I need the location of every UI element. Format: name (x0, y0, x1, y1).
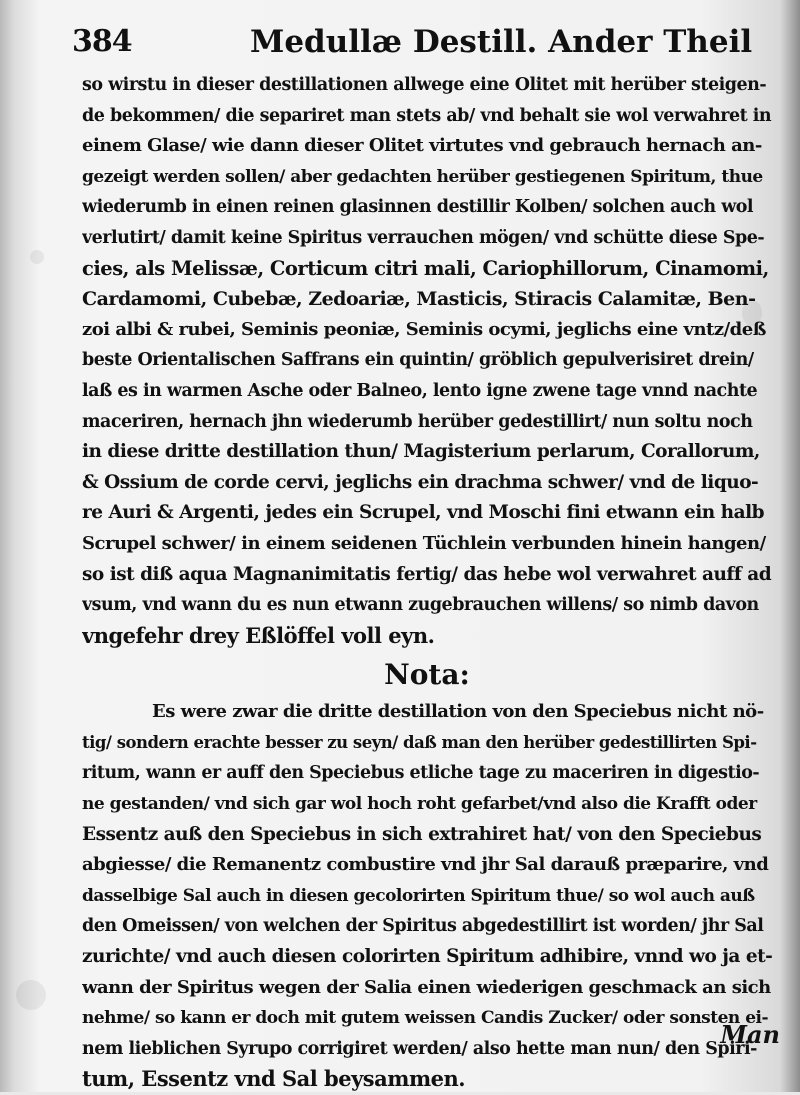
paper-stain (30, 250, 44, 264)
text-line: zoi albi & rubei, Seminis peoniæ, Seminis ocymi, jeglichs eine vntz/deß (82, 318, 766, 340)
text-line: tig/ sondern erachte besser zu seyn/ daß man den herüber gedestillirten Spi- (82, 732, 757, 752)
running-title: Medullæ Destill. Ander Theil (250, 24, 753, 60)
text-line: tum, Essentz vnd Sal beysammen. (82, 1066, 466, 1092)
text-line: Es were zwar die dritte destillation von den Speciebus nicht nö- (152, 701, 764, 723)
text-line: vngefehr drey Eßlöffel voll eyn. (82, 622, 435, 648)
text-line: den Omeissen/ von welchen der Spiritus abgedestillirt ist worden/ jhr Sal (82, 916, 764, 937)
paper-stain (16, 980, 46, 1010)
text-line: wiederumb in einen reinen glasinnen destillir Kolben/ solchen auch wol (82, 197, 754, 218)
text-line: Scrupel schwer/ in einem seidenen Tüchlein verbunden hinein hangen/ (82, 532, 766, 554)
text-line: cies, als Melissæ, Corticum citri mali, Cariophillorum, Cinamomi, (82, 256, 769, 280)
text-line: ne gestanden/ vnd sich gar wol hoch roht gefarbet/vnd also die Krafft oder (82, 794, 757, 815)
text-line: vsum, vnd wann du es nun etwann zugebrauchen willens/ so nimb davon (82, 595, 759, 616)
text-line: dasselbige Sal auch in diesen gecolorirten Spiritum thue/ so wol auch auß (82, 885, 755, 906)
text-line: Essentz auß den Speciebus in sich extrahiret hat/ von den Speciebus (82, 823, 762, 845)
text-line: laß es in warmen Asche oder Balneo, lento igne zwene tage vnnd nachte (82, 380, 758, 401)
text-line: so ist diß aqua Magnanimitatis fertig/ das hebe wol verwahret auff ad (82, 563, 772, 585)
body-text (82, 70, 772, 1095)
text-line: nehme/ so kann er doch mit gutem weissen Candis Zucker/ oder sonsten ei- (82, 1008, 769, 1029)
text-line: so wirstu in dieser destillationen allwege eine Olitet mit herüber steigen- (82, 75, 767, 95)
text-line: gezeigt werden sollen/ aber gedachten herüber gestiegenen Spiritum, thue (82, 166, 763, 187)
paragraph-main (82, 70, 772, 651)
paragraph-nota (82, 697, 772, 1095)
text-line: einem Glase/ wie dann dieser Olitet virtutes vnd gebrauch hernach an- (82, 135, 762, 157)
catchword: Man (720, 1020, 780, 1049)
text-line: in diese dritte destillation thun/ Magisterium perlarum, Corallorum, (82, 441, 760, 463)
text-line: beste Orientalischen Saffrans ein quintin/ gröblich gepulverisiret drein/ (82, 350, 754, 371)
text-line: de bekommen/ die separiret man stets ab/ vnd behalt sie wol verwahret in (82, 105, 772, 126)
text-line: wann der Spiritus wegen der Salia einen wiederigen geschmack an sich (82, 976, 771, 998)
section-heading: Nota: (384, 658, 470, 692)
text-line: abgiesse/ die Remanentz combustire vnd jhr Sal darauß præparire, vnd (82, 854, 769, 876)
text-line: maceriren, hernach jhn wiederumb herüber gedestillirt/ nun soltu noch (82, 411, 753, 432)
page-number: 384 (72, 24, 132, 59)
text-line: nem lieblichen Syrupo corrigiret werden/ also hette man nun/ den Spiri- (82, 1038, 757, 1059)
text-line: re Auri & Argenti, jedes ein Scrupel, vnd Moschi fini etwann ein halb (82, 502, 765, 524)
text-line: ritum, wann er auff den Speciebus etliche tage zu maceriren in digestio- (82, 763, 760, 784)
text-line: verlutirt/ damit keine Spiritus verrauchen mögen/ vnd schütte diese Spe- (82, 227, 765, 248)
text-line: & Ossium de corde cervi, jeglichs ein drachma schwer/ vnd de liquo- (82, 471, 759, 493)
page-header (72, 22, 760, 72)
text-line: Cardamomi, Cubebæ, Zedoariæ, Masticis, Stiracis Calamitæ, Ben- (82, 288, 756, 311)
text-line: zurichte/ vnd auch diesen colorirten Spiritum adhibire, vnnd wo ja et- (82, 946, 772, 968)
